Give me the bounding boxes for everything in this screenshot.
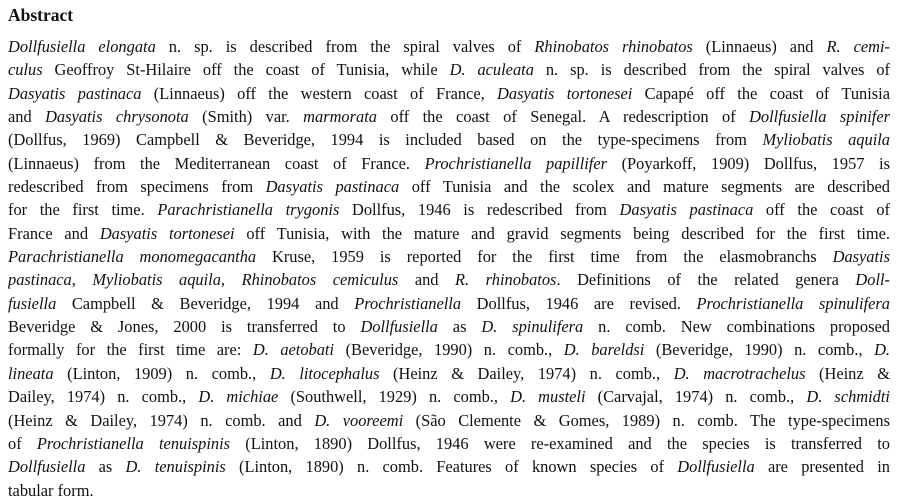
abstract-line	[8, 58, 890, 81]
italic-taxon-text: Rhinobatos cemiculus	[241, 270, 399, 290]
italic-taxon-text: D. aetobati	[252, 340, 335, 360]
italic-taxon-text: D. michiae	[198, 387, 279, 407]
text-segment: tabular form.	[8, 480, 94, 500]
text-segment: Dollfus, 1946 is redescribed from	[339, 200, 620, 220]
abstract-body	[8, 35, 890, 502]
italic-taxon-text: D. tenuispinis	[125, 457, 226, 477]
italic-taxon-text: Dasyatis tortonesei	[99, 223, 235, 243]
text-segment: (Heinz & Dailey, 1974) n. comb. and	[8, 410, 315, 430]
italic-taxon-text: Dollfusiella	[8, 457, 86, 477]
abstract-line	[8, 409, 890, 432]
text-segment: (Carvajal, 1974) n. comb.,	[585, 387, 807, 407]
italic-taxon-text: D. macrotrachelus	[673, 363, 806, 383]
abstract-line	[8, 455, 890, 478]
text-segment: (Beveridge, 1990) n. comb.,	[334, 340, 564, 360]
italic-taxon-text: fusiella	[8, 293, 57, 313]
text-segment: . Definitions of the related genera	[556, 270, 856, 290]
text-segment: and	[398, 270, 456, 290]
italic-taxon-text: Dasyatis pastinaca	[8, 83, 142, 103]
text-segment: as	[85, 457, 126, 477]
italic-taxon-text: D. vooreemi	[314, 410, 404, 430]
abstract-line	[8, 175, 890, 198]
text-segment: and	[8, 107, 46, 127]
italic-taxon-text: D. aculeata	[449, 60, 534, 80]
abstract-line	[8, 222, 890, 245]
abstract-line	[8, 338, 890, 361]
italic-taxon-text: Myliobatis aquila	[92, 270, 221, 290]
italic-taxon-text: Dollfusiella elongata	[8, 37, 156, 56]
italic-taxon-text: Parachristianella monomegacantha	[8, 247, 257, 267]
italic-taxon-text: D. musteli	[510, 387, 586, 407]
text-segment: Dollfus, 1946 are revised.	[461, 293, 697, 313]
abstract-line	[8, 432, 890, 455]
text-segment: Kruse, 1959 is reported for the first time from the elasmobranchs	[256, 247, 833, 267]
text-segment: ,	[220, 270, 242, 290]
italic-taxon-text: D. bareldsi	[563, 340, 645, 360]
italic-taxon-text: D. schmidti	[806, 387, 890, 407]
text-segment: (Poyarkoff, 1909) Dollfus, 1957 is	[607, 153, 890, 173]
text-segment: France and	[8, 223, 100, 243]
abstract-section	[8, 4, 890, 502]
text-segment: ,	[71, 270, 93, 290]
text-segment: (Linton, 1890) n. comb. Features of known species of	[225, 457, 678, 477]
italic-taxon-text: Prochristianella spinulifera	[696, 293, 890, 313]
abstract-line	[8, 198, 890, 221]
italic-taxon-text: Dollfusiella	[360, 317, 438, 337]
abstract-line	[8, 385, 890, 408]
abstract-line	[8, 128, 890, 151]
text-segment: off Tunisia and the scolex and mature segments are described	[399, 177, 890, 197]
italic-taxon-text: Dollfusiella spinifer	[749, 107, 890, 127]
text-segment: formally for the first time are:	[8, 340, 253, 360]
italic-taxon-text: Myliobatis aquila	[762, 130, 890, 150]
text-segment: n. comb. New combinations proposed	[583, 317, 890, 337]
italic-taxon-text: Parachristianella trygonis	[157, 200, 340, 220]
abstract-line	[8, 82, 890, 105]
abstract-line	[8, 479, 890, 502]
italic-taxon-text: Dasyatis pastinaca	[619, 200, 754, 220]
italic-taxon-text: R. cemi-	[826, 37, 890, 56]
text-segment: off the coast of	[753, 200, 890, 220]
text-segment: Geoffroy St-Hilaire off the coast of Tunisia, while	[42, 60, 450, 80]
text-segment: Campbell & Beveridge, 1994 and	[56, 293, 355, 313]
abstract-line	[8, 35, 890, 58]
text-segment: (Southwell, 1929) n. comb.,	[278, 387, 511, 407]
text-segment: (Smith) var.	[188, 107, 304, 127]
abstract-line	[8, 245, 890, 268]
text-segment: (Linnaeus) from the Mediterranean coast of France.	[8, 153, 425, 173]
italic-taxon-text: Rhinobatos rhinobatos	[534, 37, 693, 56]
italic-taxon-text: marmorata	[303, 107, 377, 127]
text-segment: (Linnaeus) and	[692, 37, 827, 56]
abstract-line	[8, 292, 890, 315]
text-segment: (São Clemente & Gomes, 1989) n. comb. The type-specimens	[403, 410, 890, 430]
italic-taxon-text: lineata	[8, 363, 54, 383]
italic-taxon-text: Dasyatis pastinaca	[265, 177, 400, 197]
text-segment: Beveridge & Jones, 2000 is transferred to	[8, 317, 361, 337]
abstract-line	[8, 105, 890, 128]
italic-taxon-text: Prochristianella papillifer	[424, 153, 608, 173]
italic-taxon-text: R. rhinobatos	[455, 270, 557, 290]
text-segment: are presented in	[754, 457, 890, 477]
abstract-heading: Abstract	[8, 5, 74, 25]
italic-taxon-text: D.	[874, 340, 890, 360]
text-segment: as	[437, 317, 482, 337]
text-segment: (Linton, 1909) n. comb.,	[53, 363, 270, 383]
italic-taxon-text: Dasyatis	[832, 247, 890, 267]
text-segment: (Heinz & Dailey, 1974) n. comb.,	[379, 363, 674, 383]
italic-taxon-text: Dasyatis tortonesei	[497, 83, 633, 103]
text-segment: off the coast of Senegal. A redescription of	[376, 107, 750, 127]
text-segment: redescribed from specimens from	[8, 177, 266, 197]
italic-taxon-text: Prochristianella tenuispinis	[36, 433, 231, 453]
italic-taxon-text: Dollfusiella	[677, 457, 755, 477]
text-segment: (Linton, 1890) Dollfus, 1946 were re-examined and the species is transferred to	[230, 433, 890, 453]
text-segment: Dailey, 1974) n. comb.,	[8, 387, 199, 407]
italic-taxon-text: Dasyatis chrysonota	[45, 107, 189, 127]
text-segment: n. sp. is described from the spiral valves of	[533, 60, 890, 80]
abstract-line	[8, 315, 890, 338]
text-segment: of	[8, 433, 37, 453]
text-segment: (Linnaeus) off the western coast of France,	[141, 83, 498, 103]
text-segment: for the first time.	[8, 200, 158, 220]
abstract-line	[8, 268, 890, 291]
italic-taxon-text: D. spinulifera	[481, 317, 584, 337]
text-segment: Capapé off the coast of Tunisia	[632, 83, 890, 103]
italic-taxon-text: pastinaca	[8, 270, 72, 290]
text-segment: (Heinz &	[805, 363, 890, 383]
italic-taxon-text: Doll-	[855, 270, 890, 290]
abstract-line	[8, 152, 890, 175]
italic-taxon-text: D. litocephalus	[269, 363, 380, 383]
text-segment: n. sp. is described from the spiral valves of	[155, 37, 535, 56]
text-segment: off Tunisia, with the mature and gravid segments being described for the first time.	[234, 223, 890, 243]
text-segment: (Beveridge, 1990) n. comb.,	[644, 340, 875, 360]
abstract-line	[8, 362, 890, 385]
italic-taxon-text: culus	[8, 60, 43, 80]
italic-taxon-text: Prochristianella	[354, 293, 462, 313]
text-segment: (Dollfus, 1969) Campbell & Beveridge, 1994 is included based on the type-specimens from	[8, 130, 763, 150]
